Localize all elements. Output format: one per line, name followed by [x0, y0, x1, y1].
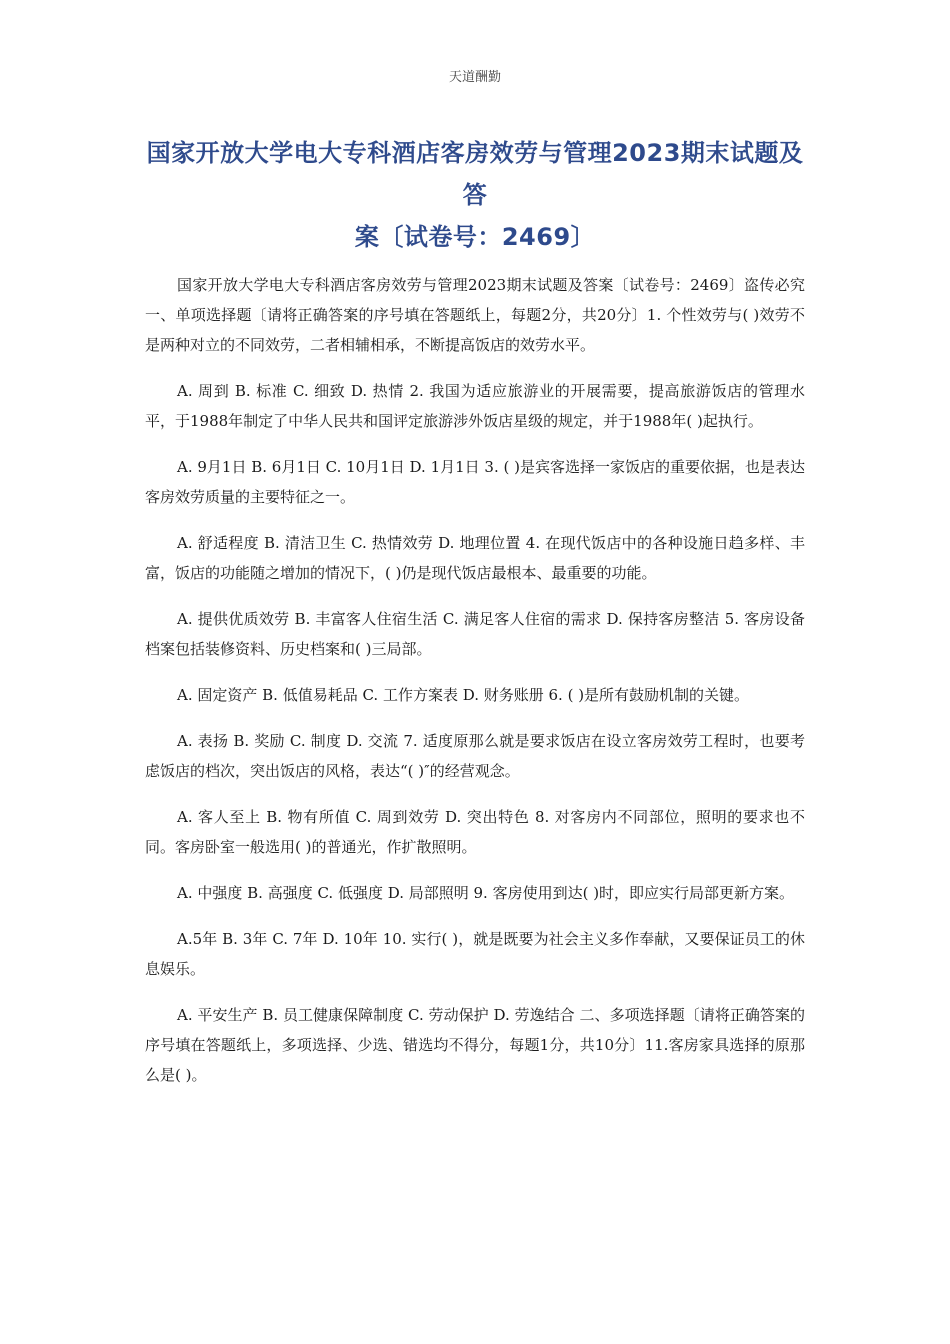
paragraph: A. 9月1日 B. 6月1日 C. 10月1日 D. 1月1日 3. ( )是宾客选择一家饭店的重要依据，也是表达客房效劳质量的主要特征之一。 — [145, 458, 805, 506]
title-line-1: 国家开放大学电大专科酒店客房效劳与管理2023期末试题及答 — [146, 139, 804, 209]
paragraph: A. 表扬 B. 奖励 C. 制度 D. 交流 7. 适度原那么就是要求饭店在设立客房效劳工程时，也要考虑饭店的档次，突出饭店的风格，表达“( )″的经营观念。 — [145, 732, 805, 780]
paragraph: A. 平安生产 B. 员工健康保障制度 C. 劳动保护 D. 劳逸结合 二、多项选择题〔请将正确答案的序号填在答题纸上，多项选择、少选、错选均不得分，每题1分，共10分〕11.客房家具选择的原那么是( )。 — [145, 1006, 805, 1084]
paragraph: A. 舒适程度 B. 清洁卫生 C. 热情效劳 D. 地理位置 4. 在现代饭店中的各种设施日趋多样、丰富，饭店的功能随之增加的情况下，( )仍是现代饭店最根本、最重要的功能。 — [145, 534, 805, 582]
paragraph: 国家开放大学电大专科酒店客房效劳与管理2023期末试题及答案〔试卷号：2469〕盗传必究 一、单项选择题〔请将正确答案的序号填在答题纸上，每题2分，共20分〕1. 个性效劳与( )效劳不是两种对立的不同效劳，二者相辅相承，不断提高饭店的效劳水平。 — [145, 276, 805, 354]
paragraph: A. 提供优质效劳 B. 丰富客人住宿生活 C. 满足客人住宿的需求 D. 保持客房整洁 5. 客房设备档案包括装修资料、历史档案和( )三局部。 — [145, 610, 805, 658]
title-line-2: 案〔试卷号：2469〕 — [354, 223, 596, 251]
document-title — [145, 132, 805, 258]
paragraph: A. 客人至上 B. 物有所值 C. 周到效劳 D. 突出特色 8. 对客房内不同部位，照明的要求也不同。客房卧室一般选用( )的普通光，作扩散照明。 — [145, 808, 805, 856]
page-header: 天道酬勤 — [448, 70, 501, 85]
paragraph: A. 中强度 B. 高强度 C. 低强度 D. 局部照明 9. 客房使用到达( )时，即应实行局部更新方案。 — [177, 884, 795, 902]
paragraph: A.5年 B. 3年 C. 7年 D. 10年 10. 实行( )，就是既要为社会主义多作奉献，又要保证员工的休息娱乐。 — [145, 930, 805, 978]
document-body — [145, 270, 805, 1090]
paragraph: A. 固定资产 B. 低值易耗品 C. 工作方案表 D. 财务账册 6. ( )是所有鼓励机制的关键。 — [177, 686, 750, 704]
paragraph: A. 周到 B. 标准 C. 细致 D. 热情 2. 我国为适应旅游业的开展需要，提高旅游饭店的管理水平，于1988年制定了中华人民共和国评定旅游涉外饭店星级的规定，并于1988年( )起执行。 — [145, 382, 805, 430]
